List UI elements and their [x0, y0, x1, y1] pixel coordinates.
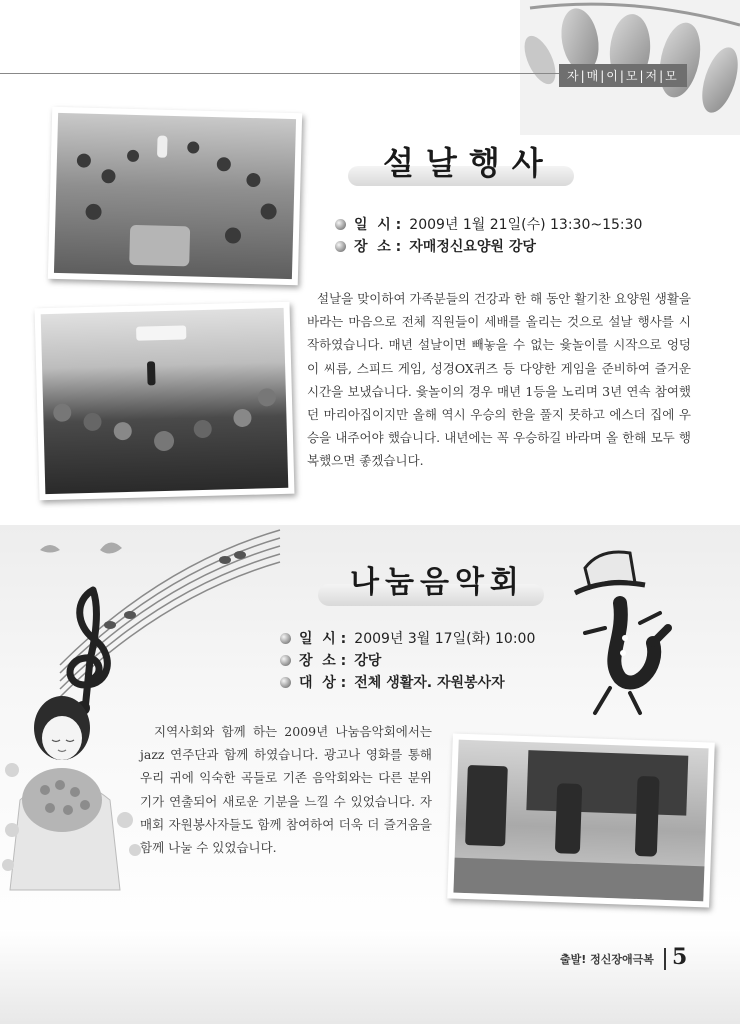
bullet-icon	[280, 633, 291, 644]
bullet-icon	[280, 677, 291, 688]
event2-date-value: 2009년 3월 17일(화) 10:00	[354, 631, 536, 647]
page-number: 5	[672, 944, 688, 970]
event2-place-label: 장 소 :	[299, 653, 347, 669]
event2-info	[280, 627, 535, 693]
footer-band	[0, 930, 740, 1024]
event1-title: 설날행사	[383, 144, 555, 182]
event2-target-label: 대 상 :	[299, 675, 347, 691]
event1-date-value: 2009년 1월 21일(수) 13:30~15:30	[409, 217, 643, 233]
event2-target-value: 전체 생활자. 자원봉사자	[354, 675, 505, 691]
footer-divider	[664, 948, 666, 970]
photo-lunar-new-year-stage	[35, 302, 295, 501]
event2-date-row	[280, 627, 535, 649]
footer-slogan: 출발! 정신장애극복	[560, 953, 654, 966]
saxophone-character-illustration	[565, 548, 685, 718]
bullet-icon	[280, 655, 291, 666]
event2-place-value: 강당	[354, 653, 382, 669]
photo-concert-band	[447, 733, 715, 907]
event1-date-row	[335, 213, 642, 235]
event2-title: 나눔음악회	[350, 565, 525, 600]
photo-lunar-new-year-crowd	[48, 107, 302, 285]
section-tag: 자|매|이|모|저|모	[559, 64, 687, 87]
event1-place-label: 장 소 :	[354, 239, 402, 255]
bullet-icon	[335, 241, 346, 252]
event2-body: 지역사회와 함께 하는 2009년 나눔음악회에서는 jazz 연주단과 함께 하였습니다. 광고나 영화를 통해 우리 귀에 익숙한 곡들로 기존 음악회와는 다른 분위기가 연출되어 새로운 기분을 느낄 수 있었습니다. 자매회 자원봉사자들도 함께 참여하여 더욱 더 즐거움을 함께 나눌 수 있었습니다.	[140, 724, 432, 856]
header-rule	[0, 73, 560, 74]
event2-target-row	[280, 671, 535, 693]
event1-body: 설날을 맞이하여 가족분들의 건강과 한 해 동안 활기찬 요양원 생활을 바라는 마음으로 전체 직원들이 세배를 올리는 것으로 설날 행사를 시작하였습니다. 매년 설날이면 빼놓을 수 없는 윷놀이를 시작으로 엉덩이 씨름, 스피드 게임, 성경OX퀴즈 등 다양한 게임을 준비하여 즐거운 시간을 보냈습니다. 윷놀이의 경우 매년 1등을 노리며 3년 연속 참여했던 마리아집이지만 올해 역시 우승의 한을 풀지 못하고 에스더 집에 우승을 내주어야 했습니다. 내년에는 꼭 우승하길 바라며 올 한해 모두 행복했으면 좋겠습니다.	[307, 291, 691, 469]
event1-place-value: 자매정신요양원 강당	[409, 239, 536, 255]
event1-place-row	[335, 235, 642, 257]
bullet-icon	[335, 219, 346, 230]
event1-info	[335, 213, 642, 257]
event2-date-label: 일 시 :	[299, 631, 347, 647]
event1-date-label: 일 시 :	[354, 217, 402, 233]
event2-place-row	[280, 649, 535, 671]
